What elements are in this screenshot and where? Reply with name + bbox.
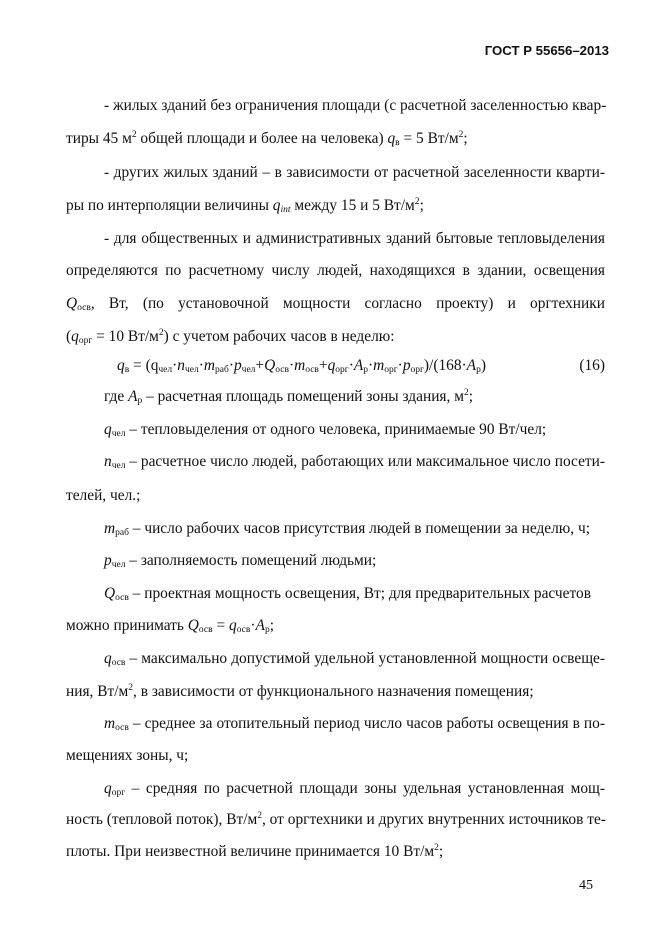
text-line: $Q_{осв}$ – проектная мощность освещения, Вт; для предварительных расчетов: [104, 585, 591, 603]
text-line: $Q_{осв}$, Вт, (по установочной мощности согласно проекту) и оргтехники: [66, 295, 605, 313]
text-line: ры по интерполяции величины $q_{int}$ между 15 и 5 $Вт/м^2$;: [66, 197, 424, 215]
document-header: ГОСТ Р 55656–2013: [484, 43, 609, 58]
page-number: 45: [579, 878, 593, 893]
text-line: $m_{осв}$ – среднее за отопительный период число часов работы освещения в по-: [104, 715, 605, 733]
text-line: телей, чел.;: [66, 487, 141, 504]
text-line: - других жилых зданий – в зависимости от расчетной заселенности кварти-: [104, 164, 605, 181]
text-line: $p_{чел}$ – заполняемость помещений людьми;: [104, 552, 377, 570]
text-line: определяются по расчетному числу людей, находящихся в здании, освещения: [66, 262, 605, 279]
text-line: ($q_{орг} = 10$ $Вт/м^2$) с учетом рабочих часов в неделю:: [66, 328, 395, 346]
text-line: $q_{осв}$ – максимально допустимой удельной установленной мощности освеще-: [104, 650, 605, 668]
text-line: - жилых зданий без ограничения площади (с расчетной заселенностью квар-: [104, 97, 607, 114]
formula-16: $q_в = (q_{чел}\cdot n_{чел}\cdot m_{раб}\cdot p_{чел}+Q_{осв}\cdot m_{осв}+q_{орг}\cdot A_р\cdot m_{орг}\cdot p_{орг})/(168\cdot A_р)$: [117, 357, 486, 375]
text-line: $q_{чел}$ – тепловыделения от одного человека, принимаемые 90 Вт/чел;: [104, 421, 547, 439]
text-line: - для общественных и административных зданий бытовые тепловыделения: [104, 230, 605, 247]
text-line: мещениях зоны, ч;: [66, 747, 189, 764]
text-line: $n_{чел}$ – расчетное число людей, работающих или максимальное число посети-: [104, 453, 605, 471]
text-line: плоты. При неизвестной величине принимается 10 $Вт/м^2$;: [66, 843, 444, 860]
formula-number: (16): [579, 357, 605, 374]
text-line: где $A_р$ – расчетная площадь помещений зоны здания, $м^2$;: [104, 388, 473, 406]
text-line: тиры 45 $м^2$ общей площади и более на человека) $q_в = 5$ $Вт/м^2$;: [66, 130, 468, 148]
text-line: $m_{раб}$ – число рабочих часов присутствия людей в помещении за неделю, ч;: [104, 520, 591, 538]
text-line: ность (тепловой поток), $Вт/м^2$, от оргтехники и других внутренних источников те-: [66, 811, 606, 828]
text-line: можно принимать $Q_{осв} = q_{осв}\cdot A_р$;: [66, 617, 274, 635]
text-line: $q_{орг}$ – средняя по расчетной площади зоны удельная установленная мощ-: [104, 780, 605, 798]
text-line: ния, $Вт/м^2$, в зависимости от функционального назначения помещения;: [66, 683, 534, 700]
